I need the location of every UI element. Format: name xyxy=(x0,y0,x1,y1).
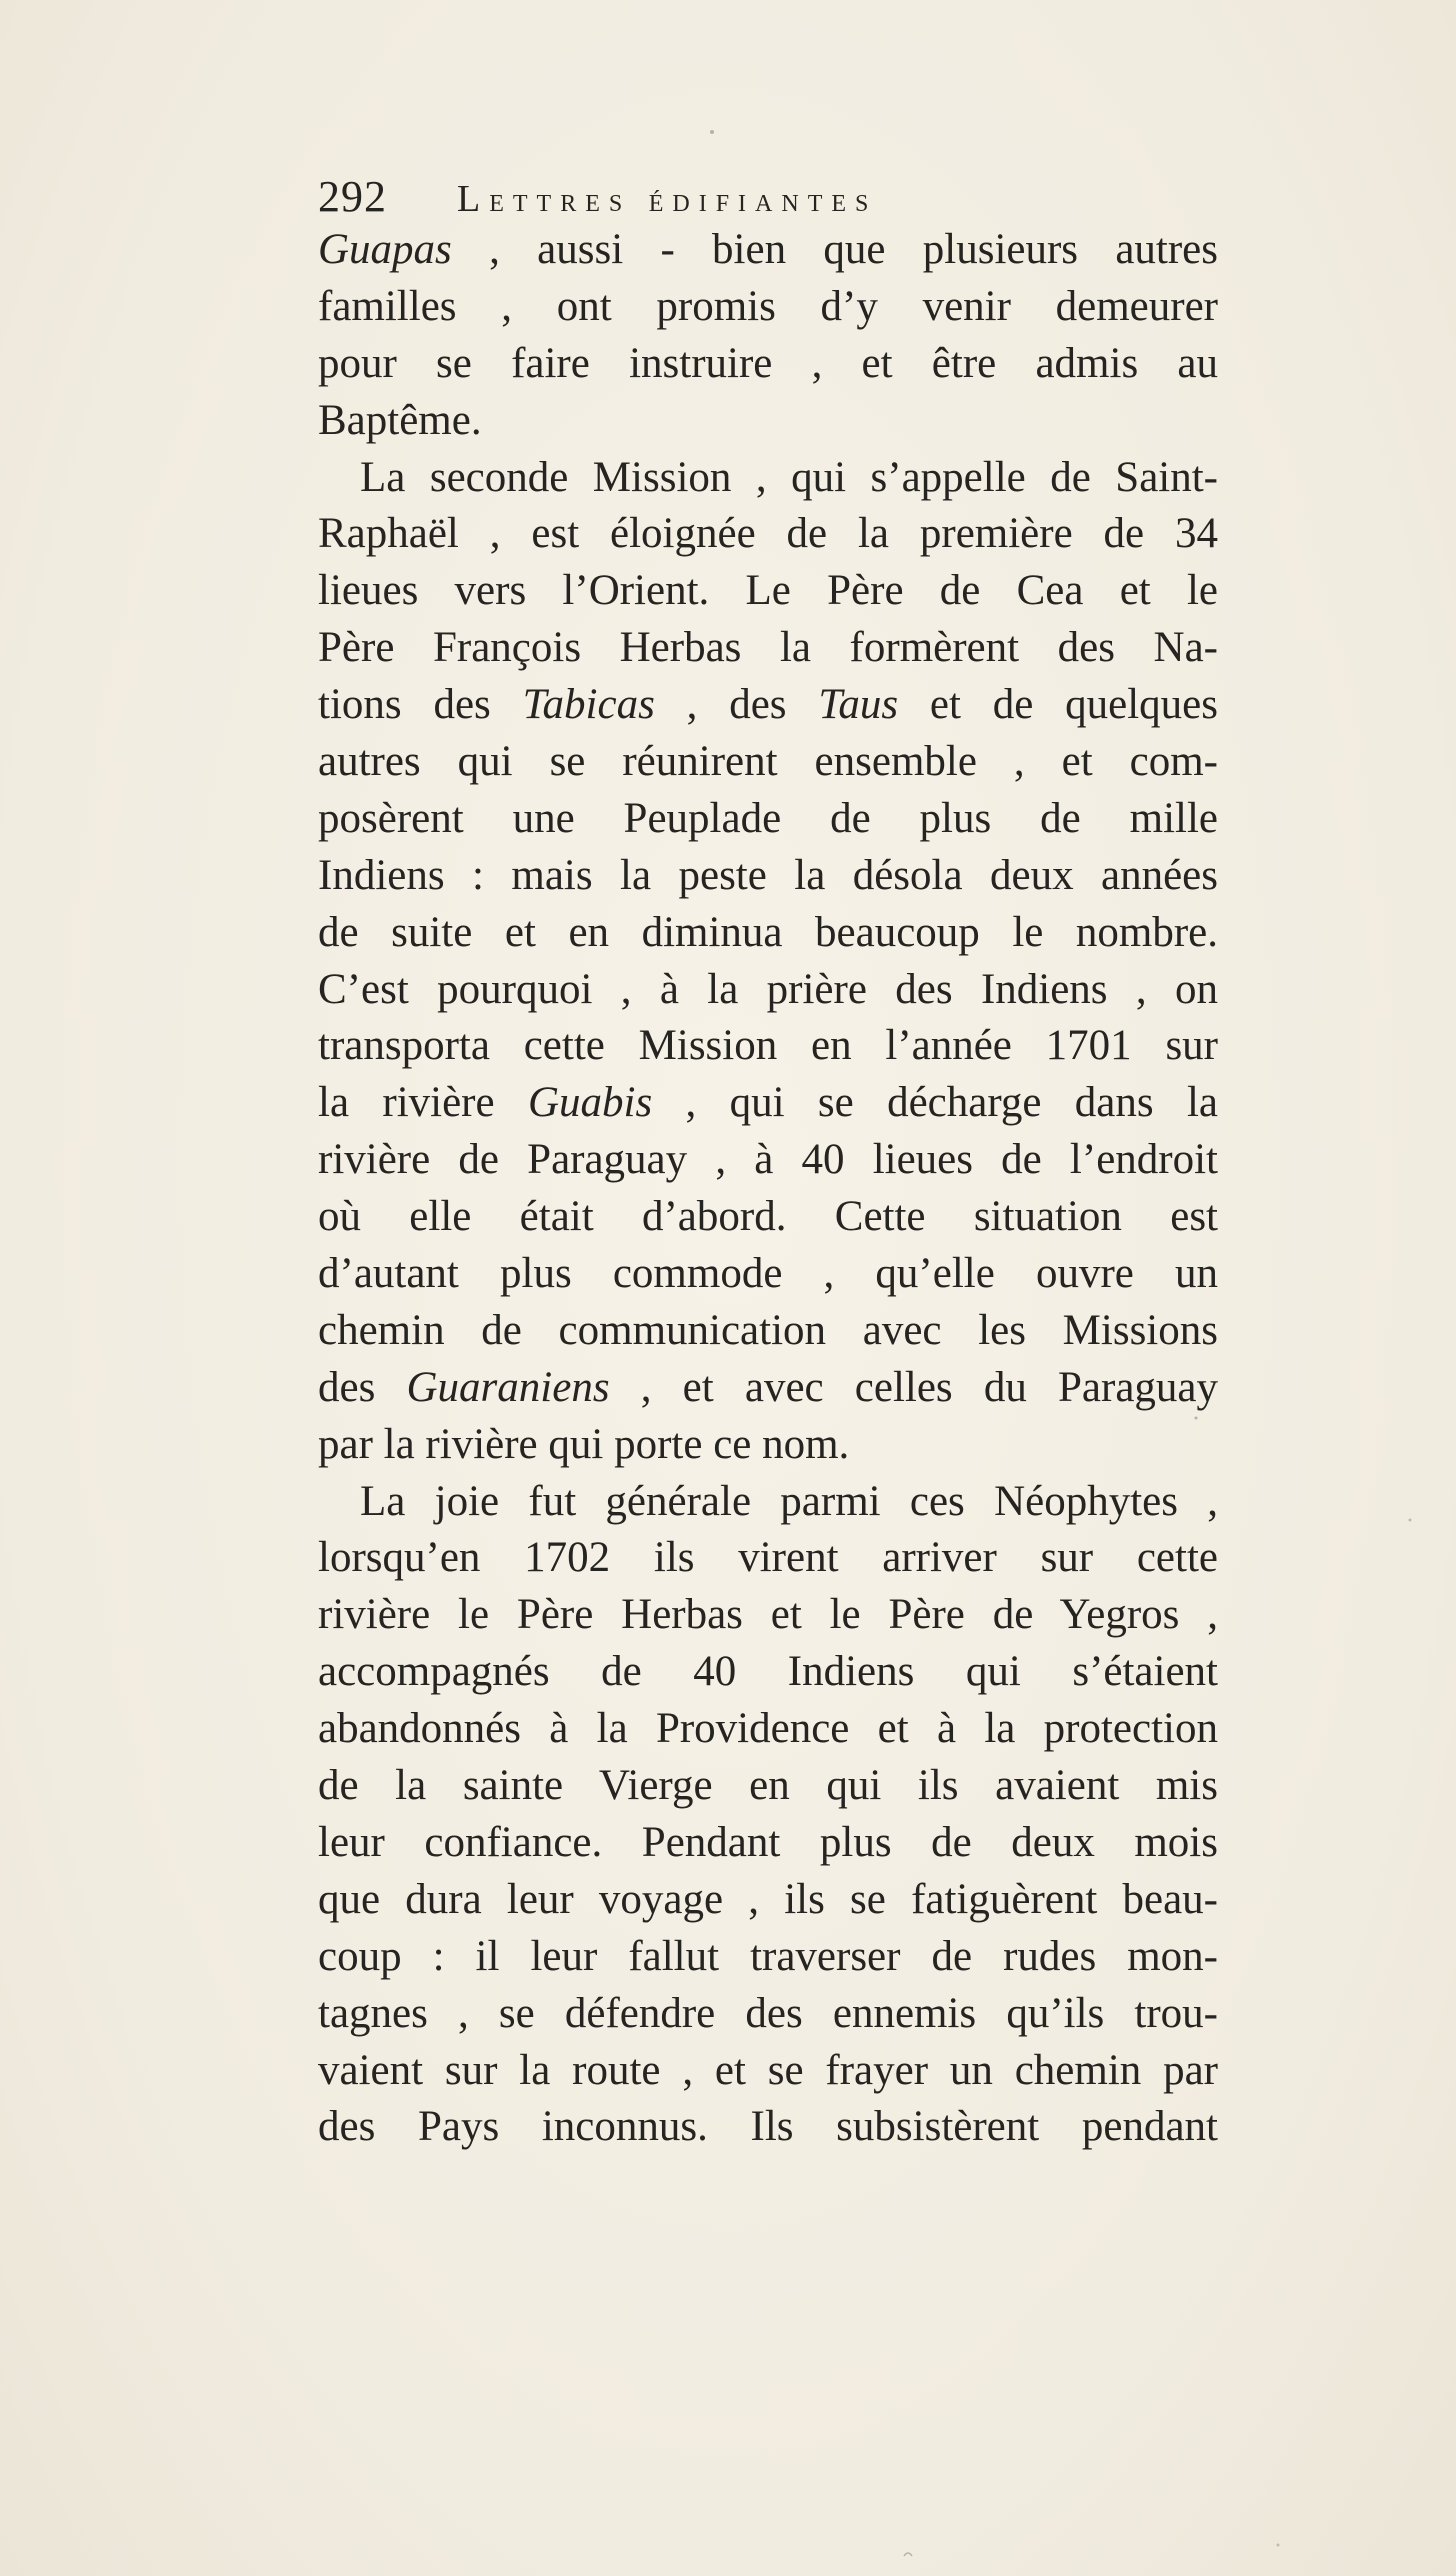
text-run: lieues vers l’Orient. Le Père de Cea et le xyxy=(318,567,1218,615)
page-header xyxy=(318,162,1218,228)
text-run: tagnes , se défendre des ennemis qu’ils trou- xyxy=(318,1989,1218,2037)
text-run: Baptême. xyxy=(318,396,482,444)
text-line xyxy=(318,1417,1218,1474)
text-line xyxy=(318,1530,1218,1587)
text-run: la rivière xyxy=(318,1079,528,1127)
text-line xyxy=(318,2043,1218,2100)
text-run: des xyxy=(318,1363,407,1411)
text-line xyxy=(318,450,1218,507)
page-number: 292 xyxy=(318,172,387,221)
text-run: des Pays inconnus. Ils subsistèrent pendant xyxy=(318,2103,1218,2151)
text-run: lorsqu’en 1702 ils virent arriver sur cette xyxy=(318,1534,1218,1582)
text-run: Indiens : mais la peste la désola deux années xyxy=(318,851,1218,899)
italic-term: Guapas xyxy=(318,226,452,273)
text-line xyxy=(318,1474,1218,1531)
text-line xyxy=(318,2099,1218,2156)
body-text xyxy=(318,222,1218,2156)
text-run: accompagnés de 40 Indiens qui s’étaient xyxy=(318,1648,1218,1696)
paper-speck xyxy=(710,130,714,134)
text-line xyxy=(318,848,1218,905)
text-run: coup : il leur fallut traverser de rudes mon- xyxy=(318,1932,1218,1980)
text-run: où elle était d’abord. Cette situation est xyxy=(318,1193,1218,1241)
text-run: C’est pourquoi , à la prière des Indiens , on xyxy=(318,965,1218,1013)
text-line xyxy=(318,1303,1218,1360)
italic-term: Taus xyxy=(818,681,899,729)
text-run: familles , ont promis d’y venir demeurer xyxy=(318,282,1218,330)
text-run: autres qui se réunirent ensemble , et com- xyxy=(318,738,1218,786)
text-line xyxy=(318,1929,1218,1986)
text-run: que dura leur voyage , ils se fatiguèrent beau- xyxy=(318,1875,1218,1923)
text-line xyxy=(318,1872,1218,1929)
text-run: Père François Herbas la formèrent des Na- xyxy=(318,624,1218,672)
text-run: par la rivière qui porte ce nom. xyxy=(318,1420,850,1468)
text-line xyxy=(318,791,1218,848)
text-line xyxy=(318,222,1218,279)
text-line xyxy=(318,1246,1218,1303)
text-line xyxy=(318,905,1218,962)
text-run: La seconde Mission , qui s’appelle de Saint- xyxy=(360,453,1218,501)
text-line xyxy=(318,1815,1218,1872)
text-run: rivière le Père Herbas et le Père de Yegros , xyxy=(318,1591,1218,1639)
text-line xyxy=(318,336,1218,393)
text-line xyxy=(318,1189,1218,1246)
text-line xyxy=(318,1701,1218,1758)
text-line xyxy=(318,962,1218,1019)
text-run: d’autant plus commode , qu’elle ouvre un xyxy=(318,1250,1218,1298)
text-line xyxy=(318,620,1218,677)
text-run: leur confiance. Pendant plus de deux mois xyxy=(318,1818,1218,1866)
text-line xyxy=(318,734,1218,791)
paper-speck xyxy=(904,2553,912,2556)
text-line xyxy=(318,1075,1218,1132)
text-run: , des xyxy=(654,681,819,729)
text-run: Raphaël , est éloignée de la première de 34 xyxy=(318,510,1218,558)
text-run: pour se faire instruire , et être admis au xyxy=(318,339,1218,387)
text-run: tions des xyxy=(318,681,523,729)
text-run: transporta cette Mission en l’année 1701 sur xyxy=(318,1022,1218,1070)
text-line xyxy=(318,279,1218,336)
text-line xyxy=(318,563,1218,620)
text-line xyxy=(318,1018,1218,1075)
text-run: rivière de Paraguay , à 40 lieues de l’endroit xyxy=(318,1136,1218,1184)
text-line xyxy=(318,677,1218,734)
italic-term: Tabicas xyxy=(522,681,655,729)
text-line xyxy=(318,1986,1218,2043)
text-run: La joie fut générale parmi ces Néophytes , xyxy=(360,1477,1218,1525)
text-run: de la sainte Vierge en qui ils avaient mis xyxy=(318,1762,1218,1810)
text-run: chemin de communication avec les Missions xyxy=(318,1306,1218,1354)
text-line xyxy=(318,506,1218,563)
text-run: , aussi - bien que plusieurs autres xyxy=(451,226,1218,273)
italic-term: Guaraniens xyxy=(406,1363,610,1411)
text-run: de suite et en diminua beaucoup le nombre. xyxy=(318,908,1218,956)
text-run: et de quelques xyxy=(898,681,1218,729)
text-line xyxy=(318,1132,1218,1189)
text-line xyxy=(318,1644,1218,1701)
text-run: vaient sur la route , et se frayer un chemin par xyxy=(318,2046,1218,2094)
text-run: , et avec celles du Paraguay xyxy=(609,1363,1218,1411)
text-run: abandonnés à la Providence et à la protection xyxy=(318,1705,1218,1753)
text-line xyxy=(318,1587,1218,1644)
running-title: lettres édifiantes xyxy=(457,163,878,223)
italic-term: Guabis xyxy=(527,1079,653,1127)
text-line xyxy=(318,1758,1218,1815)
text-line xyxy=(318,393,1218,450)
text-run: posèrent une Peuplade de plus de mille xyxy=(318,794,1218,842)
text-run: , qui se décharge dans la xyxy=(652,1079,1218,1127)
paper-speck xyxy=(1277,2544,1280,2547)
text-line xyxy=(318,1360,1218,1417)
paper-speck xyxy=(1409,1519,1412,1522)
